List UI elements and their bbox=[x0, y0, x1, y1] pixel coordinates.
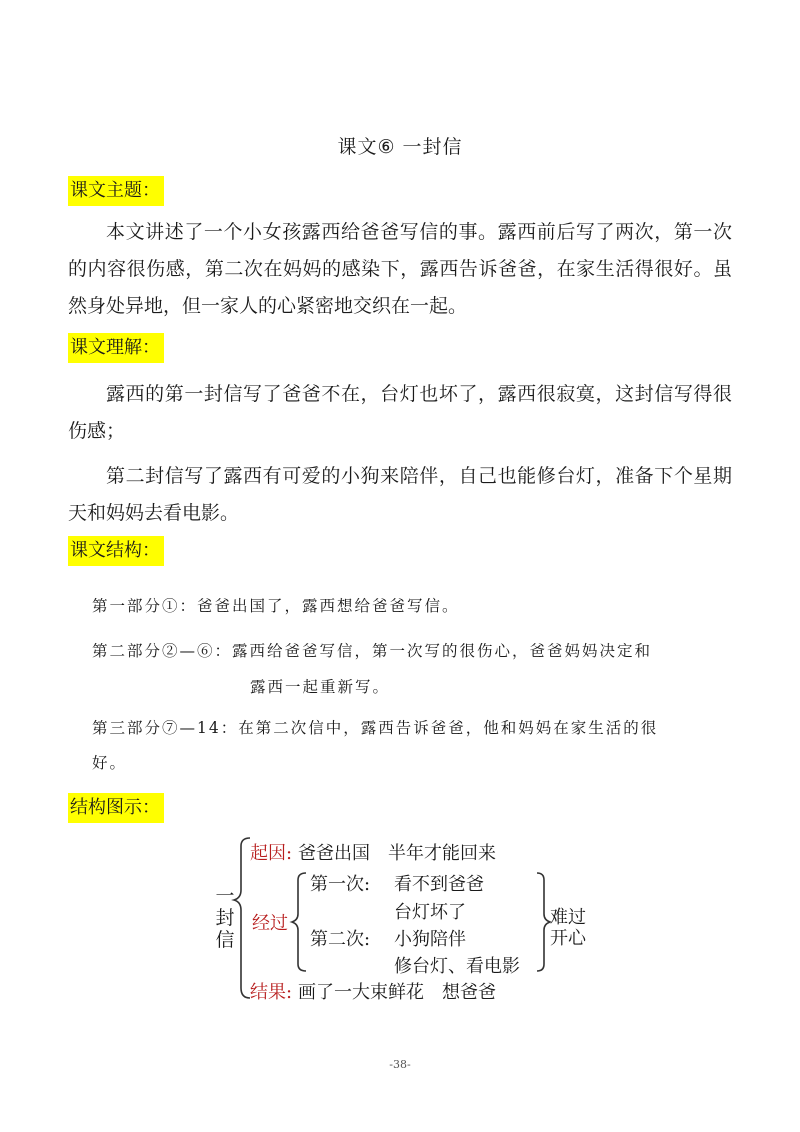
structure-part-2-line-1: 第二部分②—⑥：露西给爸爸写信，第一次写的很伤心，爸爸妈妈决定和 bbox=[92, 642, 653, 660]
structure-part-1: 第一部分①：爸爸出国了，露西想给爸爸写信。 bbox=[92, 597, 460, 615]
process-brace bbox=[292, 873, 306, 971]
structure-heading-label: 课文结构： bbox=[68, 536, 164, 566]
theme-text: 本文讲述了一个小女孩露西给爸爸写信的事。露西前后写了两次，第一次的内容很伤感，第二次在妈妈的感染下，露西告诉爸爸，在家生活得很好。虽然身处异地，但一家人的心紧密地交织在一起。 bbox=[68, 221, 732, 317]
understanding-paragraph-2 bbox=[68, 458, 732, 532]
main-brace bbox=[234, 838, 250, 998]
root-char-1: 一 bbox=[215, 885, 235, 907]
diagram-heading-label: 结构图示： bbox=[68, 793, 164, 823]
understanding-heading-label: 课文理解： bbox=[68, 333, 164, 363]
first-line-1: 看不到爸爸 bbox=[394, 874, 484, 895]
second-label: 第二次: bbox=[310, 929, 371, 950]
cause-label: 起因: bbox=[250, 843, 293, 864]
feeling-top: 难过 bbox=[550, 907, 586, 928]
first-line-2: 台灯坏了 bbox=[394, 902, 466, 923]
page-title: 课文⑥ 一封信 bbox=[337, 136, 463, 158]
second-line-1: 小狗陪伴 bbox=[394, 929, 466, 950]
theme-heading bbox=[68, 176, 164, 206]
structure-heading bbox=[68, 536, 164, 566]
feeling-brace bbox=[537, 873, 550, 971]
understanding-text-2: 第二封信写了露西有可爱的小狗来陪伴，自己也能修台灯，准备下个星期天和妈妈去看电影。 bbox=[68, 465, 732, 524]
root-char-3: 信 bbox=[215, 929, 235, 951]
first-label: 第一次: bbox=[310, 874, 371, 895]
structure-diagram bbox=[210, 828, 590, 1008]
diagram-root bbox=[214, 885, 236, 951]
understanding-heading bbox=[68, 333, 164, 363]
process-label: 经过 bbox=[252, 913, 288, 934]
result-text: 画了一大束鲜花 想爸爸 bbox=[298, 982, 496, 1003]
diagram-heading bbox=[68, 793, 164, 823]
understanding-paragraph-1 bbox=[68, 376, 732, 450]
structure-part-2-line-2: 露西一起重新写。 bbox=[250, 678, 391, 696]
theme-heading-label: 课文主题： bbox=[68, 176, 164, 206]
result-label: 结果: bbox=[250, 982, 293, 1003]
page-number: -38- bbox=[389, 1058, 411, 1071]
root-char-2: 封 bbox=[215, 907, 235, 929]
second-line-2: 修台灯、看电影 bbox=[394, 956, 520, 977]
understanding-text-1: 露西的第一封信写了爸爸不在，台灯也坏了，露西很寂寞，这封信写得很伤感； bbox=[68, 383, 732, 442]
cause-text: 爸爸出国 半年才能回来 bbox=[298, 843, 496, 864]
structure-part-3-line-2: 好。 bbox=[92, 754, 128, 772]
structure-part-3-line-1: 第三部分⑦—14：在第二次信中，露西告诉爸爸，他和妈妈在家生活的很 bbox=[92, 719, 659, 737]
feeling-bottom: 开心 bbox=[550, 928, 586, 949]
theme-paragraph bbox=[68, 214, 732, 325]
